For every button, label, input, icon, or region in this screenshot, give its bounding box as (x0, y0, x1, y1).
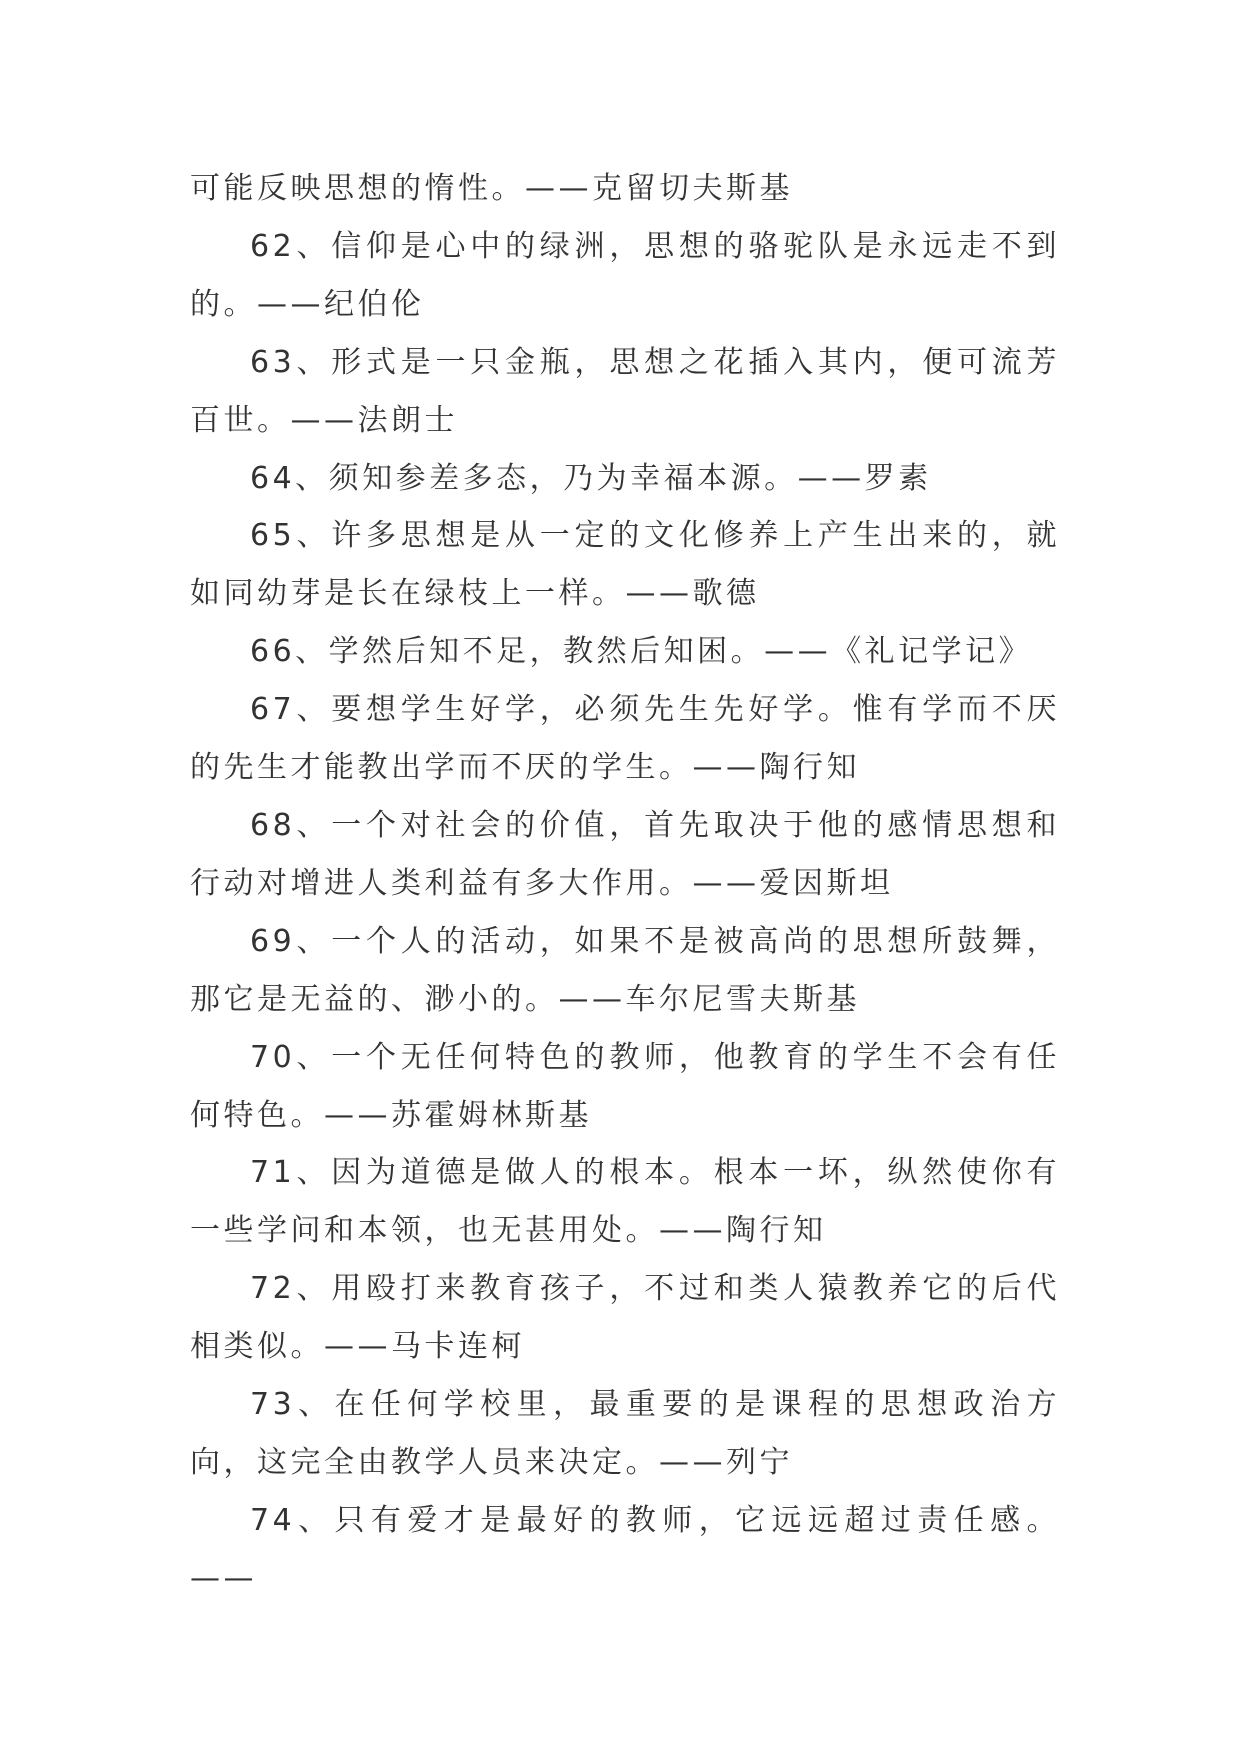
quote-69: 69、一个人的活动，如果不是被高尚的思想所鼓舞，那它是无益的、渺小的。——车尔尼雪夫斯基 (190, 923, 1060, 1017)
quote-74: 74、只有爱才是最好的教师，它远远超过责任感。—— (190, 1502, 1060, 1596)
quote-66: 66、学然后知不足，教然后知困。——《礼记学记》 (250, 634, 1033, 670)
quote-63: 63、形式是一只金瓶，思想之花插入其内，便可流芳百世。——法朗士 (190, 344, 1060, 438)
quote-68: 68、一个对社会的价值，首先取决于他的感情思想和行动对增进人类利益有多大作用。——爱因斯坦 (190, 807, 1060, 901)
quote-71: 71、因为道德是做人的根本。根本一坏，纵然使你有一些学问和本领，也无甚用处。——陶行知 (190, 1155, 1060, 1249)
quote-73: 73、在任何学校里，最重要的是课程的思想政治方向，这完全由教学人员来决定。——列宁 (190, 1387, 1060, 1480)
paragraph-continuation: 可能反映思想的惰性。——克留切夫斯基 (190, 171, 793, 206)
quote-67: 67、要想学生好学，必须先生先好学。惟有学而不厌的先生才能教出学而不厌的学生。——陶行知 (190, 692, 1060, 786)
quote-72: 72、用殴打来教育孩子，不过和类人猿教养它的后代相类似。——马卡连柯 (190, 1271, 1060, 1365)
quote-70: 70、一个无任何特色的教师，他教育的学生不会有任何特色。——苏霍姆林斯基 (190, 1039, 1060, 1133)
quote-64: 64、须知参差多态，乃为幸福本源。——罗素 (250, 460, 932, 496)
quote-65: 65、许多思想是从一定的文化修养上产生出来的，就如同幼芽是长在绿枝上一样。——歌德 (190, 518, 1060, 612)
document-body (190, 160, 1060, 1608)
quote-62: 62、信仰是心中的绿洲，思想的骆驼队是永远走不到的。——纪伯伦 (190, 228, 1060, 322)
